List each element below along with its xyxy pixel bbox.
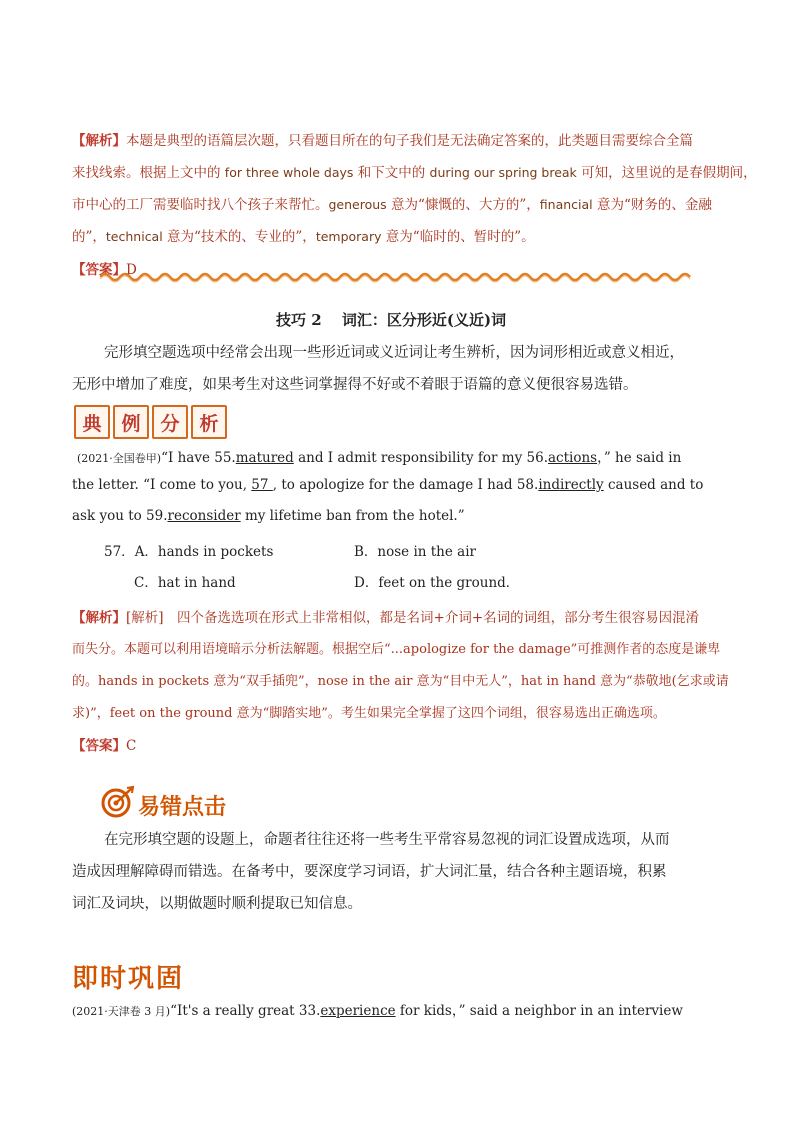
option-d: D．feet on the ground． xyxy=(354,575,520,591)
option-b: B．nose in the air xyxy=(354,544,476,560)
example-line2: the letter. “I come to you, 57 , to apologize for the damage I had 58.indirectly caused and to xyxy=(72,477,704,493)
analysis1-line1: 【解析】本题是典型的语篇层次题，只看题目所在的句子我们是无法确定答案的，此类题目需要综合全篇 xyxy=(72,133,693,149)
analysis1-line4: 的”，technical 意为“技术的、专业的”，temporary 意为“临时的、暂时的”。 xyxy=(72,229,535,245)
option-a: A．hands in pockets xyxy=(134,544,274,560)
badge-char: 分 xyxy=(152,405,188,439)
analysis2-line1: 【解析】[解析] 四个备选选项在形式上非常相似，都是名词+介词+名词的词组，部分考生很容易因混淆 xyxy=(72,610,700,626)
tip-heading: 易错点击 xyxy=(138,795,227,820)
tip-line1: 在完形填空题的设题上，命题者往往还将一些考生平常容易忽视的词汇设置成选项，从而 xyxy=(104,832,670,848)
analysis-tag: 【解析】 xyxy=(72,133,126,149)
tip-line3: 词汇及词块，以期做题时顺利提取已知信息。 xyxy=(72,896,362,912)
section-intro-line2: 无形中增加了难度，如果考生对这些词掌握得不好或不着眼于语篇的意义便很容易选错。 xyxy=(72,377,638,393)
analysis2-line3: 的。hands in pockets 意为“双手插兜”，nose in the air 意为“目中无人”，hat in hand 意为“恭敬地(乞求或请 xyxy=(72,674,729,689)
analysis2-line4: 求)”，feet on the ground 意为“脚踏实地”。考生如果完全掌握了这四个词组，很容易选出正确选项。 xyxy=(72,706,666,721)
option-c: C．hat in hand xyxy=(134,575,236,591)
example-line3: ask you to 59.reconsider my lifetime ban from the hotel.” xyxy=(72,508,465,524)
practice-line1: (2021·天津卷 3 月)“It's a really great 33.experience for kids，” said a neighbor in an interview xyxy=(72,1003,683,1019)
section-title: 技巧 2 词汇：区分形近(义近)词 xyxy=(276,311,507,329)
analysis2-line2: 而失分。本题可以利用语境暗示分析法解题。根据空后“...apologize for the damage”可推测作者的态度是谦卑 xyxy=(72,642,721,657)
analysis1-line2: 来找线索。根据上文中的 for three whole days 和下文中的 during our spring break 可知，这里说的是春假期间， xyxy=(72,165,757,181)
blank-57: 57 xyxy=(251,477,273,493)
analysis1-line3: 市中心的工厂需要临时找八个孩子来帮忙。generous 意为“慷慨的、大方的”，financial 意为“财务的、金融 xyxy=(72,197,712,213)
section-intro-line1: 完形填空题选项中经常会出现一些形近词或义近词让考生辨析，因为词形相近或意义相近， xyxy=(104,345,684,361)
badge-char: 典 xyxy=(74,405,110,439)
answer2: 【答案】C xyxy=(72,738,137,754)
example-analysis-badge xyxy=(74,405,227,439)
example-source: (2021·全国卷甲) xyxy=(77,452,162,465)
question-57-options-row1 xyxy=(104,540,273,560)
question-number: 57． xyxy=(104,544,135,560)
answer1: 【答案】D xyxy=(72,262,137,278)
wavy-divider xyxy=(100,270,692,284)
practice-heading: 即时巩固 xyxy=(72,964,185,994)
tip-line2: 造成因理解障碍而错选。在备考中，要深度学习词语，扩大词汇量，结合各种主题语境，积累 xyxy=(72,864,667,880)
practice-source: (2021·天津卷 3 月) xyxy=(72,1005,171,1018)
example-line1: (2021·全国卷甲)“I have 55.matured and I admit responsibility for my 56.actions，” he said in xyxy=(77,450,682,466)
badge-char: 例 xyxy=(113,405,149,439)
target-icon xyxy=(100,785,136,819)
badge-char: 析 xyxy=(191,405,227,439)
